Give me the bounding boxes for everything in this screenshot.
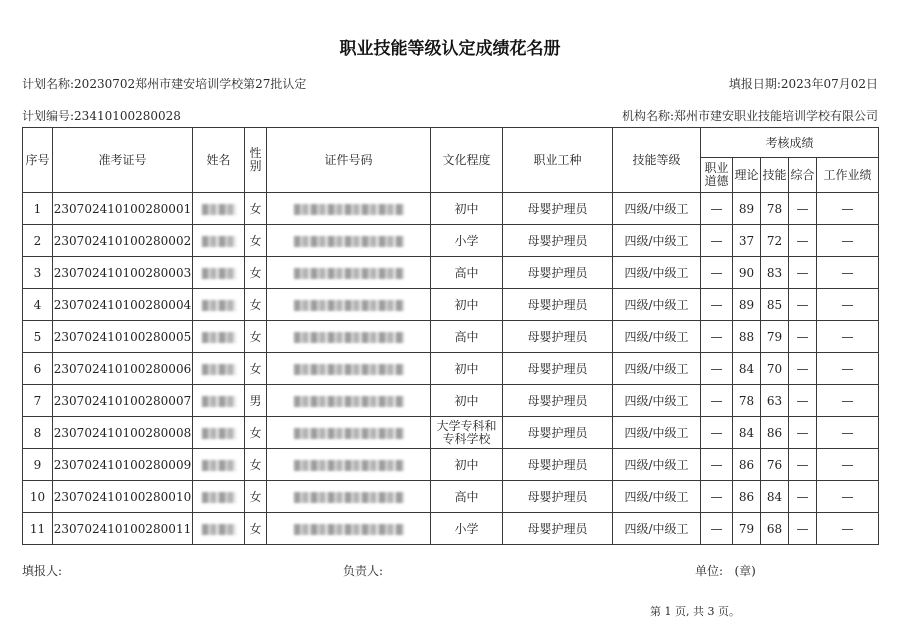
ethics-cell: — <box>701 513 733 545</box>
score-roster-table <box>22 127 879 545</box>
exam-no-cell: 230702410100280010 <box>53 481 193 513</box>
name-cell-redacted <box>193 353 245 385</box>
ethics-cell: — <box>701 225 733 257</box>
theory-cell: 78 <box>733 385 761 417</box>
skill-cell: 63 <box>761 385 789 417</box>
col-ethics: 职业道德 <box>701 158 733 193</box>
ethics-cell: — <box>701 481 733 513</box>
org-name <box>622 107 878 124</box>
table-row <box>23 257 879 289</box>
gender-cell: 女 <box>245 449 267 481</box>
org-value: 郑州市建安职业技能培训学校有限公司 <box>673 109 878 123</box>
col-id-no: 证件号码 <box>267 128 431 193</box>
overall-cell: — <box>789 225 817 257</box>
overall-cell: — <box>789 449 817 481</box>
performance-cell: — <box>817 449 879 481</box>
table-row <box>23 193 879 225</box>
level-cell: 四级/中级工 <box>613 417 701 449</box>
fill-date <box>729 75 878 92</box>
redaction-blur <box>294 428 404 439</box>
exam-no-cell: 230702410100280005 <box>53 321 193 353</box>
name-cell-redacted <box>193 385 245 417</box>
ethics-cell: — <box>701 385 733 417</box>
theory-cell: 37 <box>733 225 761 257</box>
level-cell: 四级/中级工 <box>613 289 701 321</box>
occupation-cell: 母婴护理员 <box>503 289 613 321</box>
occupation-cell: 母婴护理员 <box>503 193 613 225</box>
plan-no <box>22 107 181 124</box>
theory-cell: 88 <box>733 321 761 353</box>
fill-date-value: 2023年07月02日 <box>780 77 878 91</box>
skill-cell: 86 <box>761 417 789 449</box>
gender-cell: 女 <box>245 225 267 257</box>
unit-signature <box>695 562 756 579</box>
seq-cell: 9 <box>23 449 53 481</box>
ethics-cell: — <box>701 289 733 321</box>
level-cell: 四级/中级工 <box>613 321 701 353</box>
redaction-blur <box>202 524 236 535</box>
id-no-cell-redacted <box>267 353 431 385</box>
performance-cell: — <box>817 513 879 545</box>
plan-name <box>22 75 306 92</box>
skill-cell: 79 <box>761 321 789 353</box>
ethics-cell: — <box>701 193 733 225</box>
name-cell-redacted <box>193 417 245 449</box>
overall-cell: — <box>789 289 817 321</box>
name-cell-redacted <box>193 321 245 353</box>
id-no-cell-redacted <box>267 193 431 225</box>
theory-cell: 89 <box>733 289 761 321</box>
col-occupation: 职业工种 <box>503 128 613 193</box>
exam-no-cell: 230702410100280002 <box>53 225 193 257</box>
level-cell: 四级/中级工 <box>613 225 701 257</box>
ethics-cell: — <box>701 321 733 353</box>
redaction-blur <box>202 332 236 343</box>
ethics-cell: — <box>701 353 733 385</box>
seq-cell: 10 <box>23 481 53 513</box>
redaction-blur <box>202 460 236 471</box>
exam-no-cell: 230702410100280003 <box>53 257 193 289</box>
occupation-cell: 母婴护理员 <box>503 417 613 449</box>
name-cell-redacted <box>193 225 245 257</box>
redaction-blur <box>294 300 404 311</box>
overall-cell: — <box>789 353 817 385</box>
col-seq: 序号 <box>23 128 53 193</box>
redaction-blur <box>294 460 404 471</box>
performance-cell: — <box>817 385 879 417</box>
col-name: 姓名 <box>193 128 245 193</box>
name-cell-redacted <box>193 513 245 545</box>
id-no-cell-redacted <box>267 225 431 257</box>
seal-text: (章) <box>734 564 756 578</box>
redaction-blur <box>294 396 404 407</box>
performance-cell: — <box>817 289 879 321</box>
skill-cell: 70 <box>761 353 789 385</box>
redaction-blur <box>202 428 236 439</box>
level-cell: 四级/中级工 <box>613 353 701 385</box>
redaction-blur <box>202 396 236 407</box>
performance-cell: — <box>817 193 879 225</box>
skill-cell: 76 <box>761 449 789 481</box>
education-cell: 初中 <box>431 289 503 321</box>
theory-cell: 79 <box>733 513 761 545</box>
education-cell: 初中 <box>431 385 503 417</box>
table-row <box>23 225 879 257</box>
col-scores: 考核成绩 <box>701 128 879 158</box>
plan-no-label: 计划编号: <box>22 109 75 123</box>
table-row <box>23 289 879 321</box>
id-no-cell-redacted <box>267 513 431 545</box>
gender-cell: 女 <box>245 353 267 385</box>
education-cell: 小学 <box>431 225 503 257</box>
gender-cell: 女 <box>245 289 267 321</box>
education-cell: 小学 <box>431 513 503 545</box>
education-cell: 初中 <box>431 193 503 225</box>
plan-no-value: 23410100280028 <box>74 109 181 123</box>
redaction-blur <box>294 332 404 343</box>
seq-cell: 8 <box>23 417 53 449</box>
plan-name-value: 20230702郑州市建安培训学校第27批认定 <box>74 77 307 91</box>
table-row <box>23 481 879 513</box>
theory-cell: 89 <box>733 193 761 225</box>
gender-cell: 女 <box>245 321 267 353</box>
level-cell: 四级/中级工 <box>613 193 701 225</box>
col-overall: 综合 <box>789 158 817 193</box>
name-cell-redacted <box>193 449 245 481</box>
occupation-cell: 母婴护理员 <box>503 513 613 545</box>
level-cell: 四级/中级工 <box>613 385 701 417</box>
id-no-cell-redacted <box>267 321 431 353</box>
redaction-blur <box>202 268 236 279</box>
seq-cell: 11 <box>23 513 53 545</box>
exam-no-cell: 230702410100280008 <box>53 417 193 449</box>
document-title: 职业技能等级认定成绩花名册 <box>339 39 561 59</box>
overall-cell: — <box>789 513 817 545</box>
performance-cell: — <box>817 321 879 353</box>
col-theory: 理论 <box>733 158 761 193</box>
filler-label: 填报人: <box>22 564 63 578</box>
table-row <box>23 385 879 417</box>
redaction-blur <box>294 236 404 247</box>
skill-cell: 68 <box>761 513 789 545</box>
exam-no-cell: 230702410100280011 <box>53 513 193 545</box>
exam-no-cell: 230702410100280006 <box>53 353 193 385</box>
exam-no-cell: 230702410100280001 <box>53 193 193 225</box>
occupation-cell: 母婴护理员 <box>503 481 613 513</box>
name-cell-redacted <box>193 481 245 513</box>
education-cell: 高中 <box>431 481 503 513</box>
education-cell: 大学专科和专科学校 <box>431 417 503 449</box>
responsible-label: 负责人: <box>343 564 384 578</box>
table-row <box>23 513 879 545</box>
seq-cell: 4 <box>23 289 53 321</box>
ethics-cell: — <box>701 449 733 481</box>
col-education: 文化程度 <box>431 128 503 193</box>
col-skill: 技能 <box>761 158 789 193</box>
col-gender: 性别 <box>245 128 267 193</box>
skill-cell: 84 <box>761 481 789 513</box>
gender-cell: 女 <box>245 193 267 225</box>
redaction-blur <box>202 300 236 311</box>
seq-cell: 6 <box>23 353 53 385</box>
occupation-cell: 母婴护理员 <box>503 385 613 417</box>
col-level: 技能等级 <box>613 128 701 193</box>
col-performance: 工作业绩 <box>817 158 879 193</box>
skill-cell: 83 <box>761 257 789 289</box>
table-row <box>23 417 879 449</box>
org-label: 机构名称: <box>621 109 674 123</box>
overall-cell: — <box>789 193 817 225</box>
occupation-cell: 母婴护理员 <box>503 225 613 257</box>
id-no-cell-redacted <box>267 417 431 449</box>
occupation-cell: 母婴护理员 <box>503 449 613 481</box>
unit-label: 单位: <box>695 564 724 578</box>
level-cell: 四级/中级工 <box>613 449 701 481</box>
col-exam-no: 准考证号 <box>53 128 193 193</box>
theory-cell: 84 <box>733 353 761 385</box>
redaction-blur <box>202 492 236 503</box>
gender-cell: 女 <box>245 417 267 449</box>
id-no-cell-redacted <box>267 289 431 321</box>
name-cell-redacted <box>193 193 245 225</box>
skill-cell: 78 <box>761 193 789 225</box>
theory-cell: 84 <box>733 417 761 449</box>
theory-cell: 86 <box>733 481 761 513</box>
performance-cell: — <box>817 417 879 449</box>
theory-cell: 90 <box>733 257 761 289</box>
overall-cell: — <box>789 385 817 417</box>
level-cell: 四级/中级工 <box>613 513 701 545</box>
skill-cell: 85 <box>761 289 789 321</box>
level-cell: 四级/中级工 <box>613 257 701 289</box>
id-no-cell-redacted <box>267 257 431 289</box>
education-cell: 初中 <box>431 449 503 481</box>
redaction-blur <box>294 492 404 503</box>
table-row <box>23 321 879 353</box>
id-no-cell-redacted <box>267 481 431 513</box>
education-cell: 初中 <box>431 353 503 385</box>
theory-cell: 86 <box>733 449 761 481</box>
exam-no-cell: 230702410100280004 <box>53 289 193 321</box>
performance-cell: — <box>817 353 879 385</box>
overall-cell: — <box>789 481 817 513</box>
redaction-blur <box>202 204 236 215</box>
redaction-blur <box>294 364 404 375</box>
gender-cell: 女 <box>245 257 267 289</box>
ethics-cell: — <box>701 257 733 289</box>
fill-date-label: 填报日期: <box>728 77 781 91</box>
performance-cell: — <box>817 481 879 513</box>
exam-no-cell: 230702410100280007 <box>53 385 193 417</box>
plan-name-label: 计划名称: <box>22 77 75 91</box>
gender-cell: 女 <box>245 481 267 513</box>
occupation-cell: 母婴护理员 <box>503 321 613 353</box>
seq-cell: 7 <box>23 385 53 417</box>
seq-cell: 5 <box>23 321 53 353</box>
level-cell: 四级/中级工 <box>613 481 701 513</box>
ethics-cell: — <box>701 417 733 449</box>
id-no-cell-redacted <box>267 385 431 417</box>
redaction-blur <box>202 364 236 375</box>
id-no-cell-redacted <box>267 449 431 481</box>
education-cell: 高中 <box>431 257 503 289</box>
overall-cell: — <box>789 321 817 353</box>
seq-cell: 2 <box>23 225 53 257</box>
redaction-blur <box>202 236 236 247</box>
table-row <box>23 353 879 385</box>
gender-cell: 男 <box>245 385 267 417</box>
skill-cell: 72 <box>761 225 789 257</box>
education-cell: 高中 <box>431 321 503 353</box>
name-cell-redacted <box>193 289 245 321</box>
gender-cell: 女 <box>245 513 267 545</box>
performance-cell: — <box>817 257 879 289</box>
redaction-blur <box>294 268 404 279</box>
page-indicator: 第 1 页, 共 3 页。 <box>650 605 740 618</box>
redaction-blur <box>294 204 404 215</box>
seq-cell: 1 <box>23 193 53 225</box>
performance-cell: — <box>817 225 879 257</box>
seq-cell: 3 <box>23 257 53 289</box>
table-row <box>23 449 879 481</box>
name-cell-redacted <box>193 257 245 289</box>
overall-cell: — <box>789 417 817 449</box>
redaction-blur <box>294 524 404 535</box>
occupation-cell: 母婴护理员 <box>503 257 613 289</box>
exam-no-cell: 230702410100280009 <box>53 449 193 481</box>
overall-cell: — <box>789 257 817 289</box>
occupation-cell: 母婴护理员 <box>503 353 613 385</box>
